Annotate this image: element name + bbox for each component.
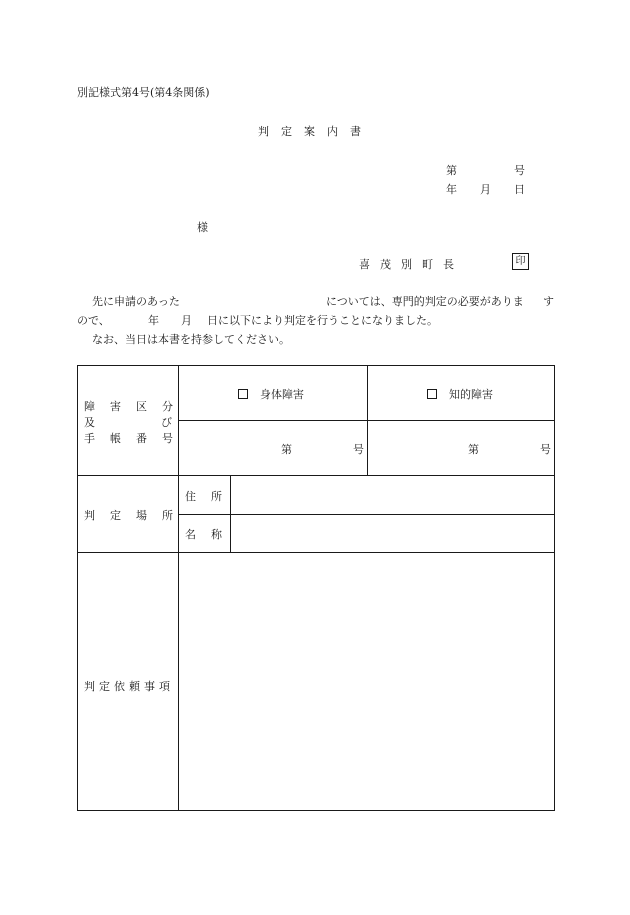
physical-number-dai: 第 bbox=[281, 443, 292, 456]
option-intellectual[interactable] bbox=[427, 386, 493, 402]
place-label: 判定場所 bbox=[84, 509, 188, 522]
option-intellectual-label: 知的障害 bbox=[449, 388, 493, 401]
number-go: 号 bbox=[514, 164, 525, 177]
table-row-line-2 bbox=[78, 552, 554, 553]
category-label: 障害区分 bbox=[84, 400, 188, 413]
body-line1-end: す bbox=[543, 295, 554, 308]
body-line1-start: 先に申請のあった bbox=[92, 295, 180, 308]
option-physical-label: 身体障害 bbox=[260, 388, 304, 401]
intellectual-number-go: 号 bbox=[540, 443, 551, 456]
date-year: 年 bbox=[446, 183, 457, 196]
category-and-label: 及 bbox=[84, 416, 95, 429]
document-title: 判定案内書 bbox=[258, 125, 373, 138]
number-dai: 第 bbox=[446, 164, 457, 177]
name-field[interactable] bbox=[234, 517, 552, 550]
checkbox-physical[interactable] bbox=[238, 389, 248, 399]
seal-stamp: 印 bbox=[512, 253, 529, 270]
request-field[interactable] bbox=[182, 556, 552, 806]
body-line2-month: 月 bbox=[181, 314, 192, 327]
name-label: 名称 bbox=[185, 528, 237, 541]
date-day: 日 bbox=[514, 183, 525, 196]
judgement-table bbox=[77, 365, 555, 811]
table-row-line-1 bbox=[78, 475, 554, 476]
option-physical[interactable] bbox=[238, 386, 304, 402]
checkbox-intellectual[interactable] bbox=[427, 389, 437, 399]
table-place-row-line bbox=[178, 514, 554, 515]
addressee-suffix: 様 bbox=[197, 221, 208, 234]
date-month: 月 bbox=[480, 183, 491, 196]
physical-number-go: 号 bbox=[353, 443, 364, 456]
body-line1-mid: については、専門的判定の必要がありま bbox=[326, 295, 524, 308]
body-line3: なお、当日は本書を持参してください。 bbox=[92, 333, 290, 346]
body-line2-start: ので、 bbox=[77, 314, 110, 327]
category-bi-label: び bbox=[161, 416, 172, 429]
issuer-name: 喜茂別町長 bbox=[359, 258, 464, 271]
address-field[interactable] bbox=[234, 478, 552, 512]
body-line2-year: 年 bbox=[148, 314, 159, 327]
intellectual-number-dai: 第 bbox=[468, 443, 479, 456]
handbook-number-label: 手帳番号 bbox=[84, 432, 188, 445]
form-reference: 別記様式第4号(第4条関係) bbox=[77, 86, 210, 99]
request-label: 判定依頼事項 bbox=[84, 680, 174, 693]
address-label: 住所 bbox=[185, 490, 237, 503]
table-option-row-line bbox=[178, 420, 554, 421]
body-line2-end: 日に以下により判定を行うことになりました。 bbox=[207, 314, 438, 327]
